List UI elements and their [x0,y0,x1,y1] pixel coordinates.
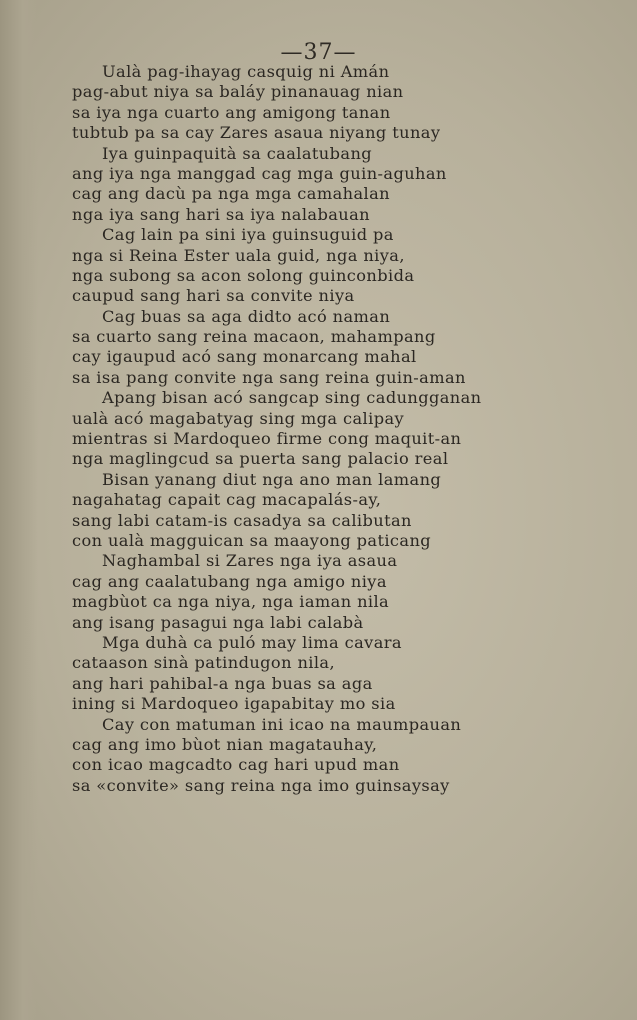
text-line: Cag lain pa sini iya guinsuguid pa [102,225,394,245]
page-binding-shadow [0,0,38,1020]
text-line: Iya guinpaquità sa caalatubang [102,143,373,163]
text-line: cay igaupud acó sang monarcang mahal [72,347,417,367]
text-line: cag ang caalatubang nga amigo niya [72,571,387,591]
text-line: cataason sinà patindugon nila, [72,653,336,673]
text-line: Bisan yanang diut nga ano man lamang [102,469,442,489]
text-line: ang iya nga manggad cag mga guin-aguhan [72,163,447,183]
poem-text [72,62,542,796]
text-line: Mga duhà ca puló may lima cavara [102,632,402,652]
text-line: tubtub pa sa cay Zares asaua niyang tunay [72,123,441,143]
text-line: sang labi catam-is casadya sa calibutan [72,510,412,530]
text-line: magbùot ca nga niya, nga iaman nila [72,592,390,612]
text-line: sa cuarto sang reina macaon, mahampang [72,327,436,347]
text-line: Cag buas sa aga didto acó naman [102,306,391,326]
text-line: nga subong sa acon solong guinconbida [72,265,415,285]
text-line: con ualà magguican sa maayong paticang [72,530,432,550]
text-line: caupud sang hari sa convite niya [72,286,355,306]
text-line: ang isang pasagui nga labi calabà [72,612,364,632]
text-line: nagahatag capait cag macapalás-ay, [72,490,382,510]
text-line: con icao magcadto cag hari upud man [72,755,400,775]
text-line: cag ang dacù pa nga mga camahalan [72,184,390,204]
text-line: mientras si Mardoqueo firme cong maquit-an [72,429,462,449]
text-line: sa iya nga cuarto ang amigong tanan [72,102,391,122]
text-line: nga maglingcud sa puerta sang palacio real [72,449,449,469]
text-line: Apang bisan acó sangcap sing cadungganan [102,388,482,408]
text-line: sa «convite» sang reina nga imo guinsaysay [72,775,450,795]
text-line: Cay con matuman ini icao na maumpauan [102,714,462,734]
text-line: nga iya sang hari sa iya nalabauan [72,204,370,224]
page-number: —37— [280,40,357,65]
text-line: nga si Reina Ester uala guid, nga niya, [72,245,405,265]
text-line: Ualà pag-ihayag casquig ni Amán [102,62,390,81]
text-line: Naghambal si Zares nga iya asaua [102,551,398,571]
text-line: pag-abut niya sa baláy pinanauag nian [72,82,404,102]
text-line: ualà acó magabatyag sing mga calipay [72,408,405,428]
text-line: ang hari pahibal-a nga buas sa aga [72,673,373,693]
text-line: sa isa pang convite nga sang reina guin-aman [72,367,466,387]
text-line: cag ang imo bùot nian magatauhay, [72,734,378,754]
text-line: ining si Mardoqueo igapabitay mo sia [72,694,396,714]
